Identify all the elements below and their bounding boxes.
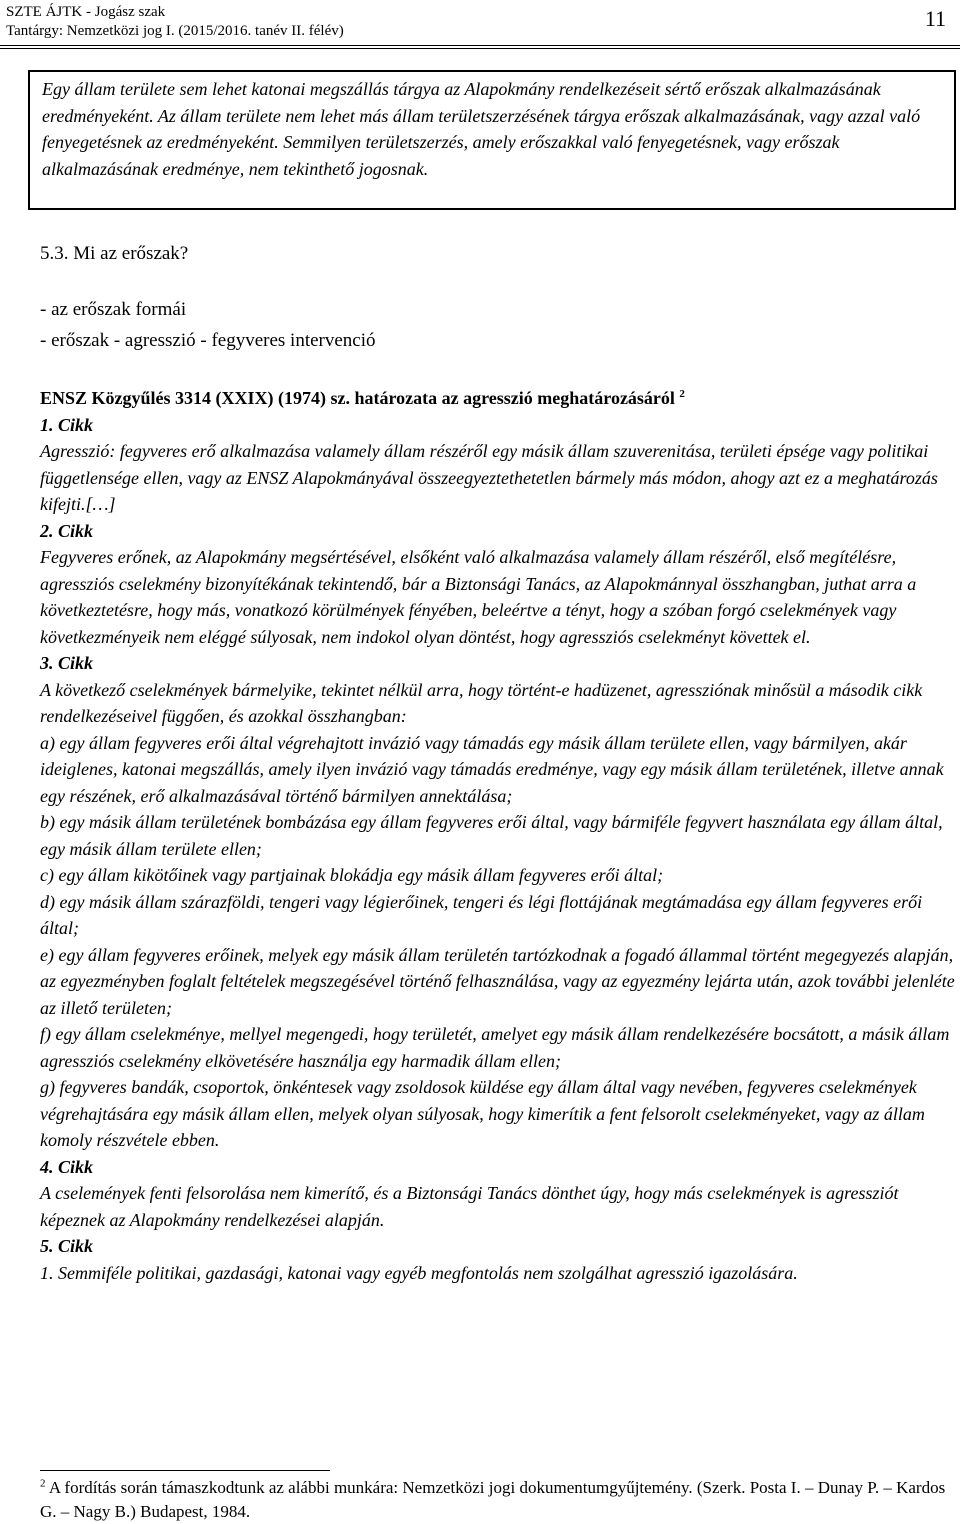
page-header [0,0,960,48]
resolution-heading [40,385,956,412]
article-paragraph: d) egy másik állam szárazföldi, tengeri vagy légierőinek, tengeri és légi flottájának megtámadása egy állam fegyveres erői által; [40,891,923,938]
article-paragraph: b) egy másik állam területének bombázása egy állam fegyveres erői által, vagy bármiféle fegyvert használata egy állam által, egy másik állam területe ellen; [40,812,943,859]
dash-line-terms: - erőszak - agresszió - fegyveres intervenció [40,330,376,351]
article-title: 1. Cikk [40,414,94,435]
article-title: 2. Cikk [40,520,94,541]
resolution-heading-text: ENSZ Közgyűlés 3314 (XXIX) (1974) sz. határozata az agresszió meghatározásáról [40,388,675,408]
page-number: 11 [924,6,946,31]
boxed-quote: Egy állam területe sem lehet katonai megszállás tárgya az Alapokmány rendelkezéseit sértő erőszak alkalmazásának eredményeként. Az állam területe nem lehet más állam területszerzésének tárgya erőszak alkalmazásának, vagy azzal való fenyegetésnek az eredményeként. Semmilyen területszerzés, amely erőszakkal való fenyegetésnek, vagy erőszak alkalmazásának eredménye, nem tekinthető jogosnak. [28,70,956,210]
article-paragraph: g) fegyveres bandák, csoportok, önkéntesek vagy zsoldosok küldése egy állam által vagy nevében, fegyveres cselekmények végrehajtására egy másik állam ellen, melyek olyan súlyosak, hogy kimerítik a fent felsorolt cselekményeket, vagy az állam komoly részvétele ebben. [40,1077,925,1150]
footnote-rule [40,1470,330,1471]
article-title: 5. Cikk [40,1236,94,1256]
footnote-ref: 2 [679,388,685,400]
header-institution: SZTE ÁJTK - Jogász szak [6,4,166,20]
article-paragraph: Agresszió: fegyveres erő alkalmazása valamely állam részéről egy másik állam szuverenitása, területi épsége vagy politikai függetlensége ellen, vagy az ENSZ Alapokmányával összeegyeztethetetlen bármely más módon, ahogy azt ez a meghatározás kifejti.[…] [40,441,938,514]
dash-line-forms: - az erőszak formái [40,299,187,320]
header-rule-top [0,45,960,46]
resolution-body [40,385,956,1286]
article-paragraph: a) egy állam fegyveres erői által végrehajtott invázió vagy támadás egy másik állam területe ellen, vagy bármilyen, akár ideiglenes, katonai megszállás, amely ilyen invázió vagy támadás eredménye, vagy egy másik állam területének, illetve annak egy részének, erő alkalmazásával történő bármilyen annektálása; [40,732,944,806]
article-title: 3. Cikk [40,653,94,673]
section-title: 5.3. Mi az erőszak? [40,243,189,264]
article-paragraph: c) egy állam kikötőinek vagy partjainak blokádja egy másik állam fegyveres erői által; [40,865,664,885]
article-paragraph: f) egy állam cselekménye, mellyel megengedi, hogy területét, amelyet egy másik állam rendelkezésére bocsátott, a másik állam agressziós cselekmény elkövetésére használja egy harmadik állam ellen; [40,1024,950,1071]
header-course: Tantárgy: Nemzetközi jog I. (2015/2016. tanév II. félév) [6,23,344,39]
articles-list [40,412,956,1287]
footnote-number: 2 [40,1477,46,1490]
article-paragraph: Fegyveres erőnek, az Alapokmány megsértésével, elsőként való alkalmazása valamely állam részéről, első megítélésre, agressziós cselekmény bizonyítékának tekintendő, bár a Biztonsági Tanács, az Alapokmánnyal összhangban, juthat arra a következtetésre, hogy más, vonatkozó körülmények fényében, beleértve a tényt, hogy a szóban forgó cselekmények vagy következményeik nem eléggé súlyosak, nem indokol olyan döntést, hogy agressziós cselekményt követtek el. [40,547,917,647]
article-paragraph: A cselemények fenti felsorolása nem kimerítő, és a Biztonsági Tanács dönthet úgy, hogy más cselekmények is agressziót képeznek az Alapokmány rendelkezései alapján. [40,1183,899,1230]
article-paragraph: 1. Semmiféle politikai, gazdasági, katonai vagy egyéb megfontolás nem szolgálhat agresszió igazolására. [40,1262,798,1283]
footnote-text: A fordítás során támaszkodtunk az alábbi munkára: Nemzetközi jogi dokumentumgyűjtemény. (Szerk. Posta I. – Dunay P. – Kardos G. – Nagy B.) Budapest, 1984. [40,1478,946,1521]
article-paragraph: A következő cselekmények bármelyike, tekintet nélkül arra, hogy történt-e hadüzenet, agressziónak minősül a második cikk rendelkezéseivel függően, és azokkal összhangban: [40,679,923,726]
article-title: 4. Cikk [40,1156,94,1177]
header-rule-bottom [0,48,960,49]
footnote [40,1476,956,1524]
article-paragraph: e) egy állam fegyveres erőinek, melyek egy másik állam területén tartózkodnak a fogadó állammal történt megegyezés alapján, az egyezményben foglalt feltételek megszegésével történő felhasználása, vagy az egyezmény lejárta után, azok további jelenléte az illető területen; [40,944,955,1018]
